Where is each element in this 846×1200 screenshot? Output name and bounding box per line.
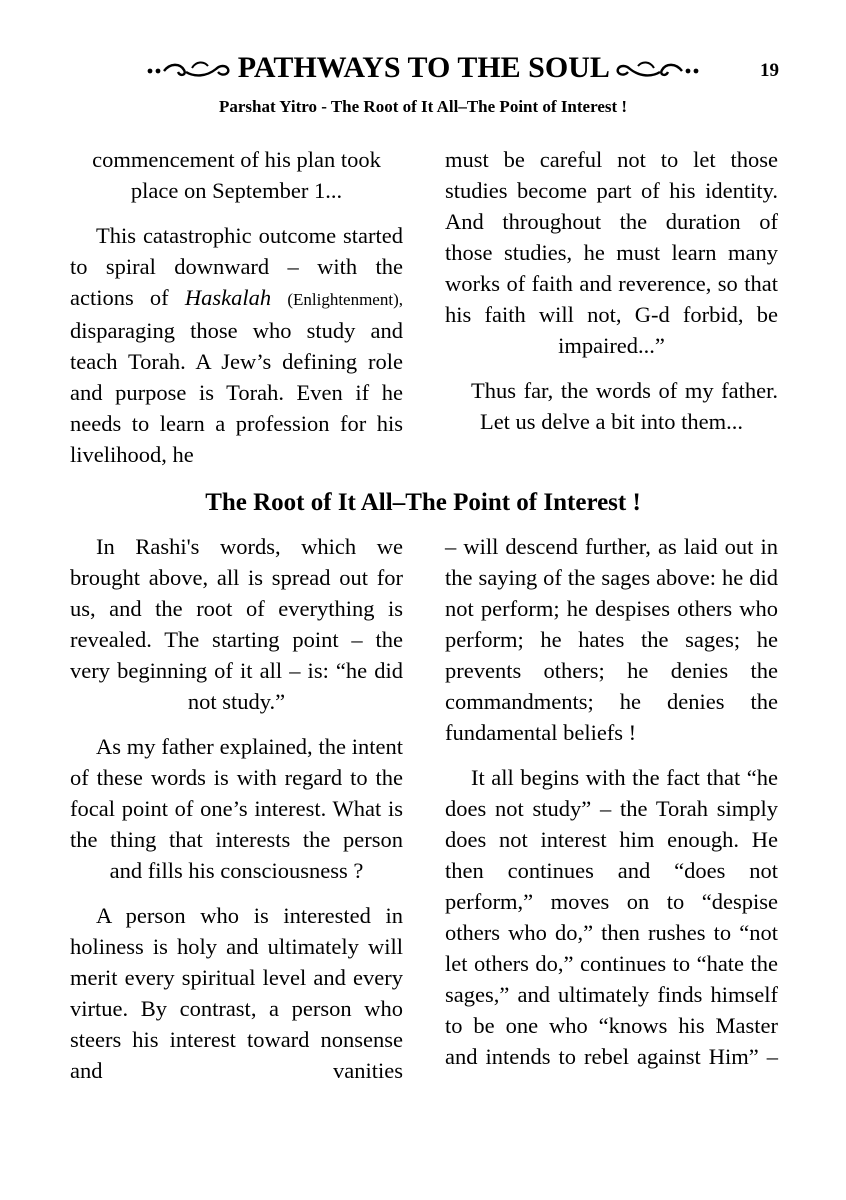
running-header xyxy=(0,48,846,90)
italic-term: Haskalah xyxy=(184,285,272,310)
left-ornament-icon xyxy=(146,50,230,90)
paragraph: – will descend further, as laid out in the saying of the sages above: he did not perform; he despises others who perform; he hates the sages; he prevents others; he denies the commandments; he denies the fundamental beliefs ! xyxy=(445,534,778,745)
small-gloss: (Enlightenment), xyxy=(287,290,403,309)
paragraph: It all begins with the fact that “he does not study” – the Torah simply does not interest him enough. He then continues and “does not perform,” moves on to “despise others who do,” then rushes to “not let others do,” continues to “hate the sages,” and ultimately finds himself to be one who “knows his Master and intends to rebel against Him” – xyxy=(445,765,778,1069)
text-run: disparaging those who study and teach Torah. A Jew’s defining role and purpose is Torah. Even if he needs to learn a profession for his livelihood, he xyxy=(70,318,403,467)
paragraph: Thus far, the words of my father. Let us delve a bit into them... xyxy=(471,378,778,434)
top-right-column xyxy=(445,144,778,437)
text-run: This catastrophic outcome started to spiral downward – with the actions of xyxy=(70,223,403,310)
paragraph: commencement of his plan took place on September 1... xyxy=(92,147,381,203)
bottom-left-column xyxy=(70,531,403,1086)
right-ornament-icon xyxy=(616,50,700,90)
bottom-right-column xyxy=(445,531,778,1072)
header-title-line xyxy=(133,48,713,90)
paragraph: must be careful not to let those studies become part of his identity. And throughout the duration of those studies, he must learn many works of faith and reverence, so that his faith will not, G-d forbid, be impaired...” xyxy=(445,147,778,358)
paragraph: A person who is interested in holiness is holy and ultimately will merit every spiritual level and every virtue. By contrast, a person who steers his interest toward nonsense and vanities xyxy=(70,903,403,1083)
header-title: PATHWAYS TO THE SOUL xyxy=(237,51,609,84)
running-subtitle: Parshat Yitro - The Root of It All–The Point of Interest ! xyxy=(218,97,628,116)
paragraph: In Rashi's words, which we brought above, all is spread out for us, and the root of everything is revealed. The starting point – the very beginning of it all – is: “he did not study.” xyxy=(70,534,403,714)
paragraph xyxy=(70,220,403,470)
page-number: 19 xyxy=(760,60,779,81)
section-title: The Root of It All–The Point of Interest ! xyxy=(205,489,641,516)
paragraph: As my father explained, the intent of these words is with regard to the focal point of one’s interest. What is the thing that interests the person and fills his consciousness ? xyxy=(70,734,403,883)
top-left-column xyxy=(70,144,403,470)
